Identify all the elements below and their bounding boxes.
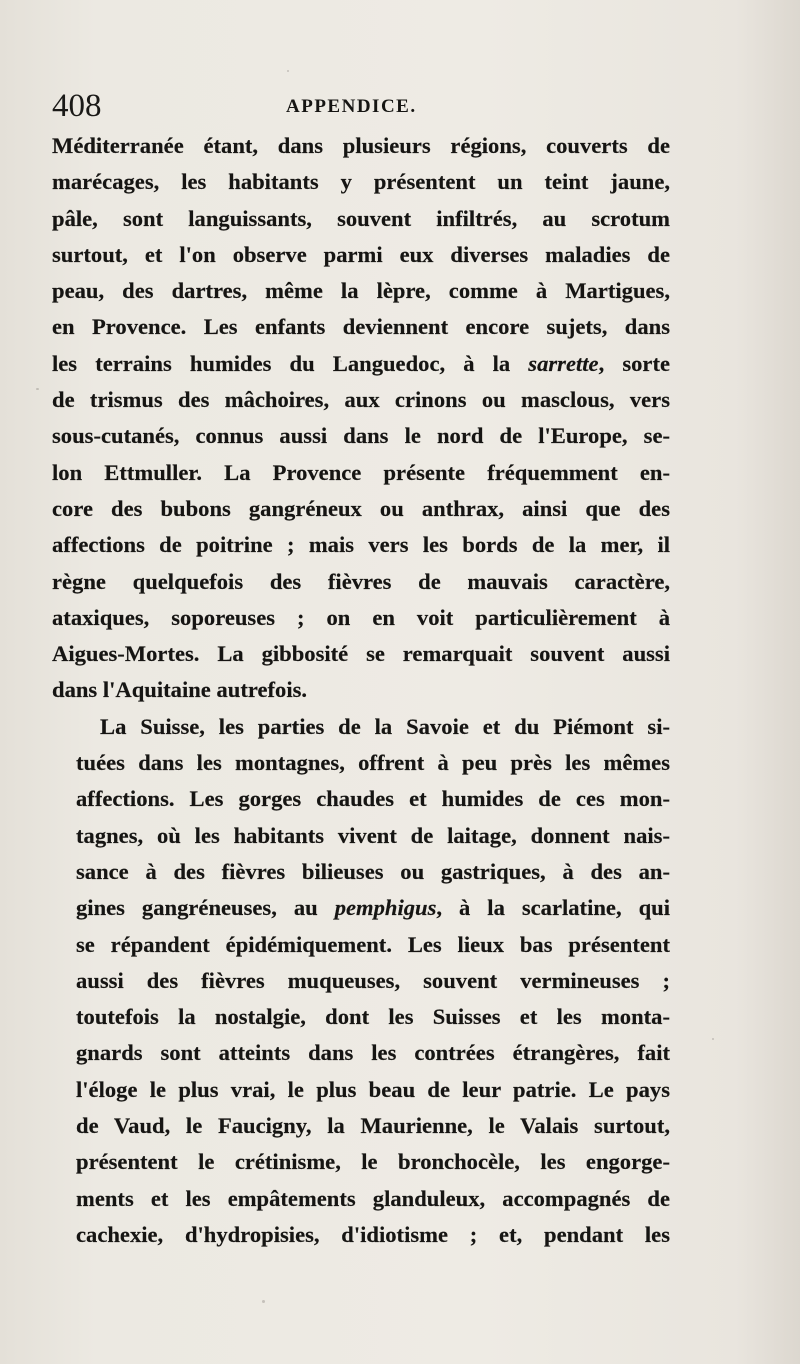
text-line: sance à des fièvres bilieuses ou gastriques, à des an- — [76, 858, 670, 884]
text-line: marécages, les habitants y présentent un teint jaune, — [52, 169, 670, 195]
text-line: peau, des dartres, même la lèpre, comme à Martigues, — [52, 278, 670, 304]
text-line — [52, 890, 670, 926]
text-line: affections. Les gorges chaudes et humides de ces mon- — [76, 786, 670, 812]
text-line: toutefois la nostalgie, dont les Suisses et les monta- — [76, 1004, 670, 1030]
text-line: dans l'Aquitaine autrefois. — [52, 677, 308, 703]
paragraph-1 — [52, 128, 670, 709]
text-line: se répandent épidémiquement. Les lieux bas présentent — [76, 931, 670, 957]
paper-speck — [36, 388, 39, 390]
text-line: ataxiques, soporeuses ; on en voit particulièrement à — [52, 604, 670, 630]
page-number: 408 — [52, 88, 102, 124]
paper-speck — [287, 70, 289, 72]
text-line: core des bubons gangréneux ou anthrax, ainsi que des — [52, 495, 670, 521]
italic-term-sarrette: sarrette — [528, 350, 599, 376]
text-line: Méditerranée étant, dans plusieurs régions, couverts de — [52, 133, 670, 158]
text-line: de Vaud, le Faucigny, la Maurienne, le Valais surtout, — [76, 1113, 670, 1139]
text-line: ments et les empâtements glanduleux, accompagnés de — [76, 1185, 670, 1211]
text-line: aussi des fièvres muqueuses, souvent vermineuses ; — [76, 967, 670, 993]
text-line — [52, 346, 670, 382]
text-line: La Suisse, les parties de la Savoie et du Piémont si- — [100, 713, 670, 739]
text-line: lon Ettmuller. La Provence présente fréquemment en- — [52, 459, 670, 485]
text-line: tuées dans les montagnes, offrent à peu près les mêmes — [76, 750, 670, 776]
text-line: Aigues-Mortes. La gibbosité se remarquait souvent aussi — [52, 641, 670, 667]
text-fragment: les terrains humides du Languedoc, à la — [52, 350, 529, 376]
paper-speck — [262, 1300, 265, 1303]
text-line: l'éloge le plus vrai, le plus beau de leur patrie. Le pays — [76, 1076, 670, 1102]
paper-speck — [712, 1038, 714, 1040]
paragraph-2 — [52, 709, 670, 1253]
text-line: en Provence. Les enfants deviennent encore sujets, dans — [52, 314, 670, 340]
running-head: APPENDICE. — [286, 96, 417, 117]
paper-speck — [340, 360, 342, 362]
text-line: surtout, et l'on observe parmi eux diverses maladies de — [52, 241, 670, 267]
text-line: présentent le crétinisme, le bronchocèle, les engorge- — [76, 1149, 670, 1175]
body-text — [52, 128, 670, 1253]
text-line: affections de poitrine ; mais vers les bords de la mer, il — [52, 532, 670, 558]
page-header — [52, 86, 672, 126]
text-fragment: gines gangréneuses, au — [76, 895, 335, 921]
text-line: cachexie, d'hydropisies, d'idiotisme ; et, pendant les — [76, 1221, 670, 1247]
text-line: règne quelquefois des fièvres de mauvais caractère, — [52, 568, 670, 594]
text-line: de trismus des mâchoires, aux crinons ou masclous, vers — [52, 387, 670, 413]
text-line: gnards sont atteints dans les contrées étrangères, fait — [76, 1040, 670, 1066]
text-line: sous-cutanés, connus aussi dans le nord de l'Europe, se- — [52, 423, 670, 449]
text-line: tagnes, où les habitants vivent de laitage, donnent nais- — [76, 822, 670, 848]
text-line: pâle, sont languissants, souvent infiltrés, au scrotum — [52, 205, 670, 231]
italic-term-pemphigus: pemphigus — [334, 895, 437, 921]
text-fragment: , sorte — [598, 350, 670, 376]
text-fragment: , à la scarlatine, qui — [436, 895, 670, 921]
